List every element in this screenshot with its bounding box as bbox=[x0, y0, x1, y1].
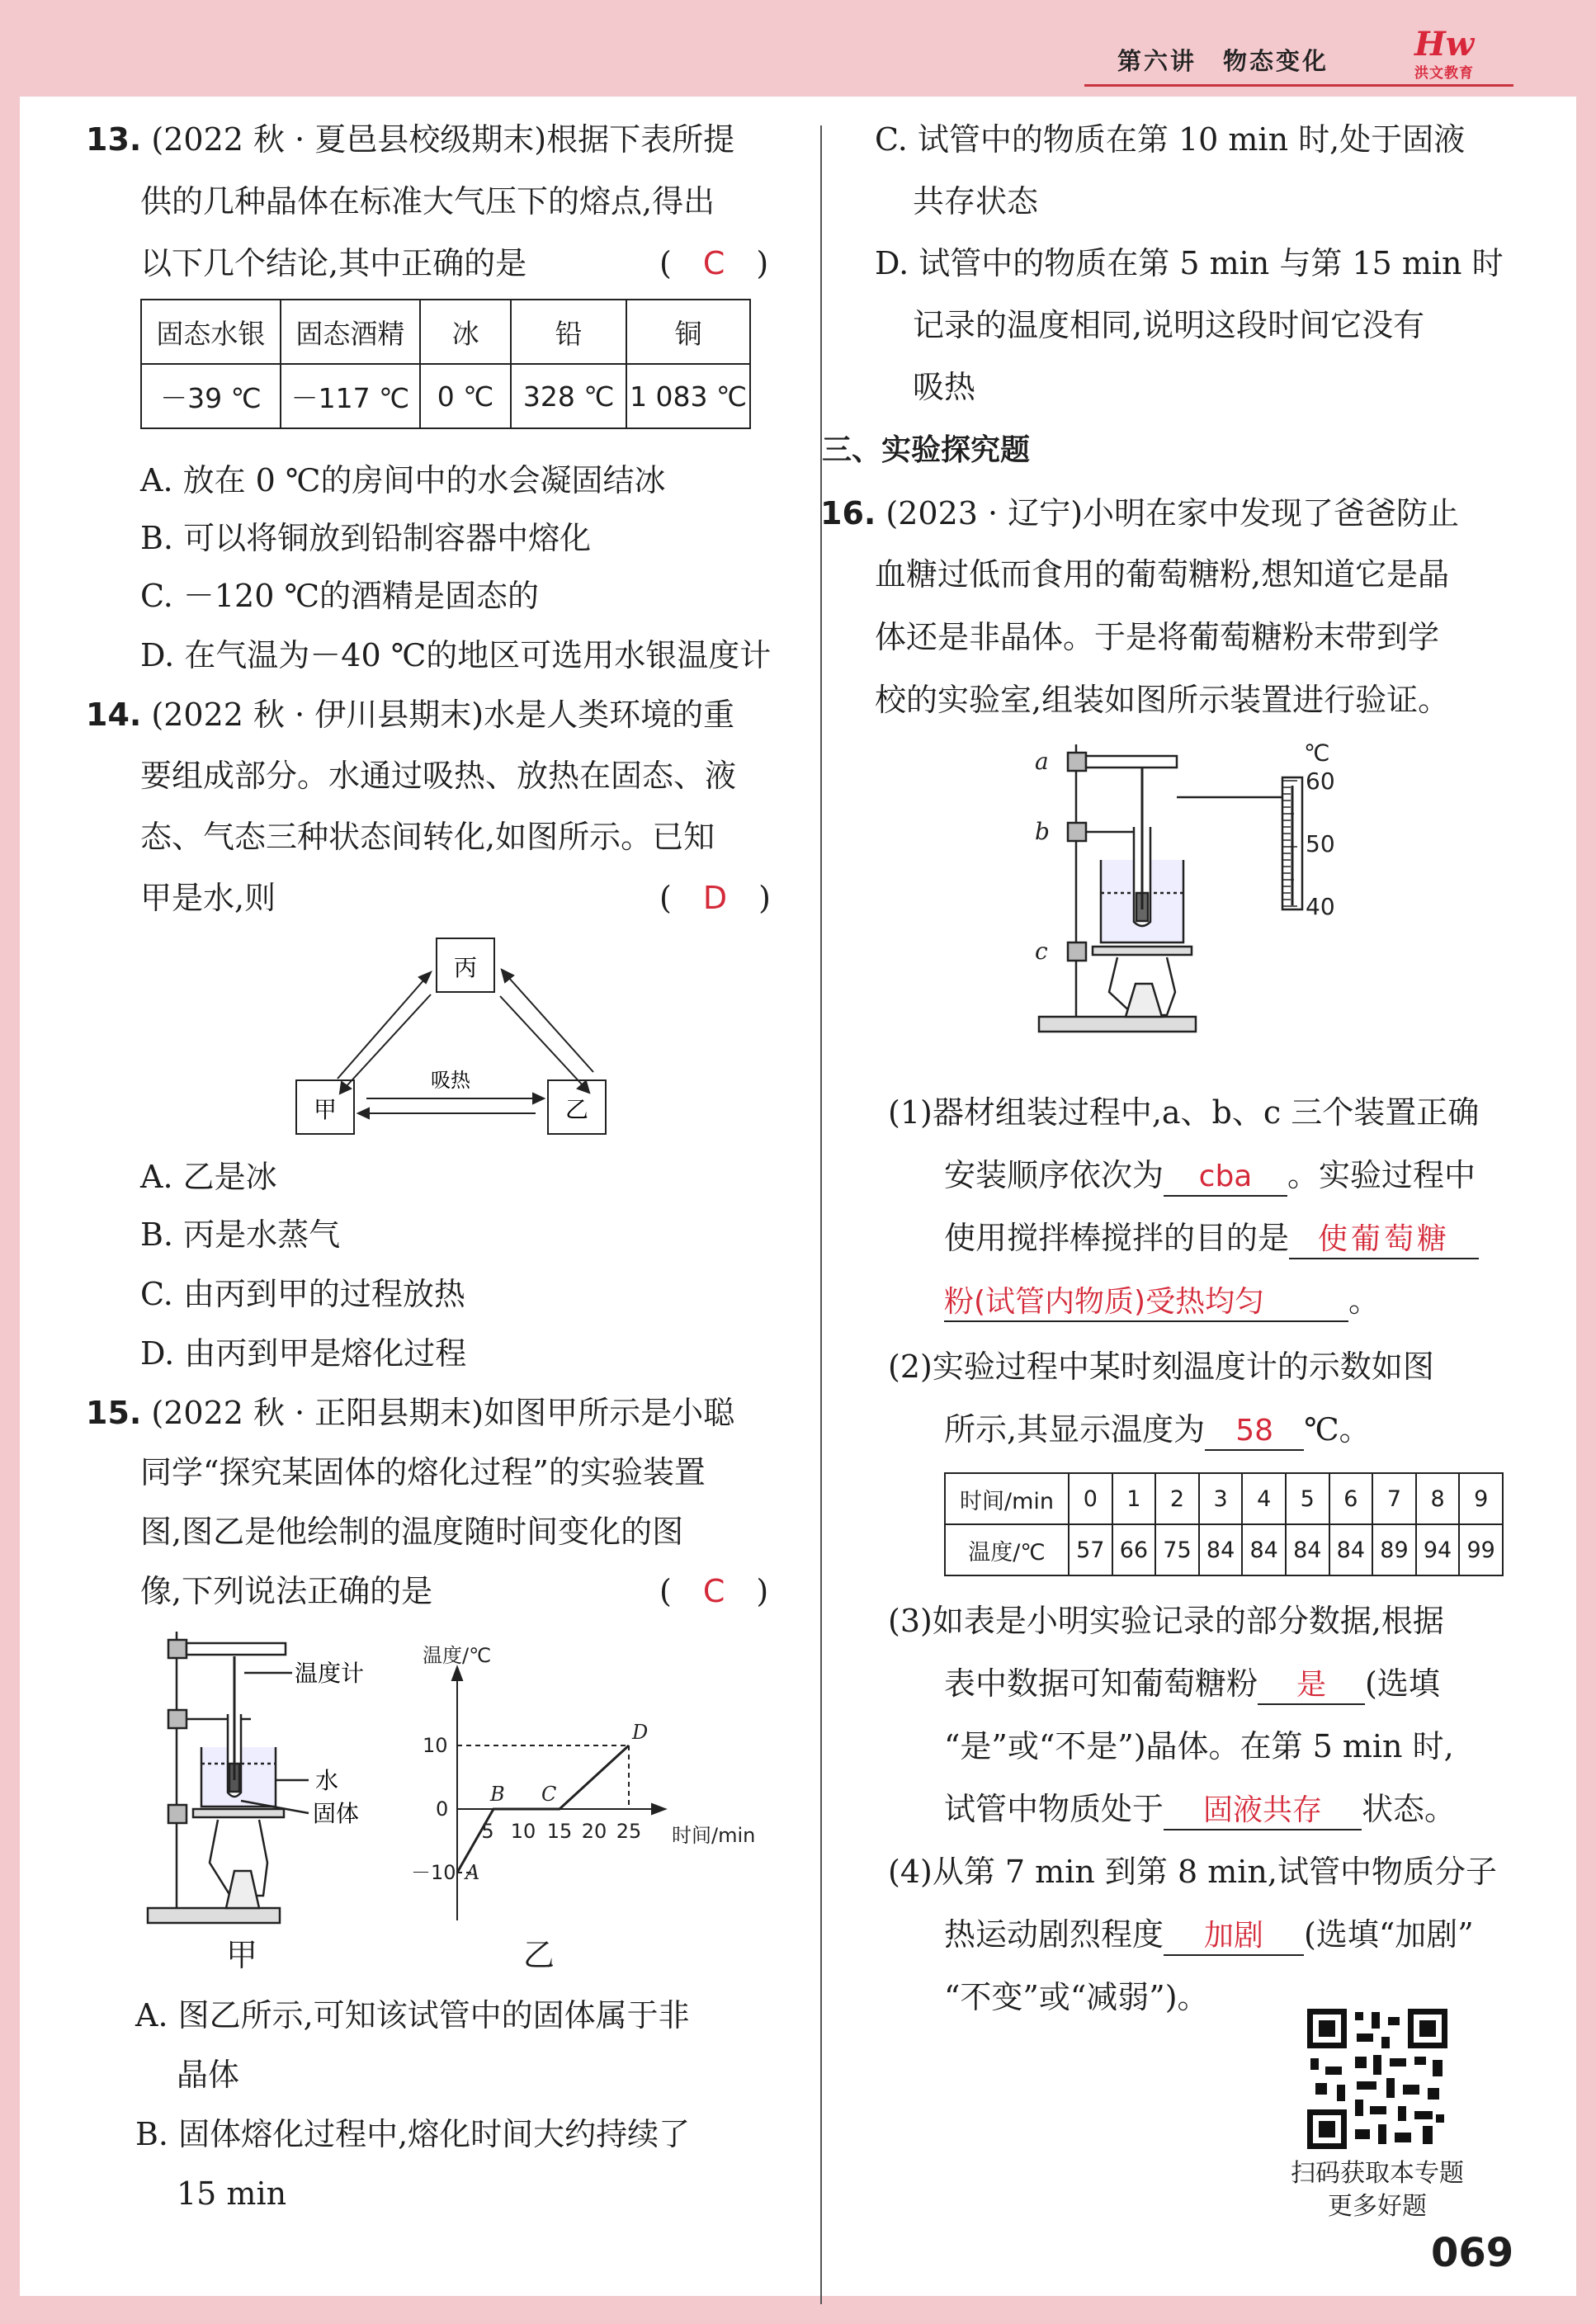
table-cell: 铅 bbox=[511, 300, 626, 364]
scale-label: 60 bbox=[1306, 768, 1335, 795]
qr-code[interactable] bbox=[1307, 2009, 1447, 2149]
question-number: 15. bbox=[86, 1395, 142, 1431]
question-text-line: 要组成部分。水通过吸热、放热在固态、液 bbox=[140, 758, 737, 794]
label-c: c bbox=[1035, 938, 1048, 965]
table-cell: 固态水银 bbox=[141, 300, 281, 364]
table-cell: 0 bbox=[1069, 1473, 1112, 1524]
arrow-head bbox=[533, 1094, 544, 1103]
part-text: 。实验过程中 bbox=[1287, 1157, 1476, 1193]
part-2-line: (2)实验过程中某时刻温度计的示数如图 bbox=[888, 1349, 1434, 1385]
answer-blank-order: cba bbox=[1164, 1159, 1287, 1197]
x-tick-label: 20 bbox=[581, 1820, 607, 1843]
scale-label: 50 bbox=[1306, 830, 1335, 857]
table-cell: 99 bbox=[1459, 1524, 1503, 1575]
question-text-line: 体还是非晶体。于是将葡萄糖粉末带到学 bbox=[875, 619, 1440, 655]
option-a: A. 图乙所示,可知该试管中的固体属于非 bbox=[135, 1997, 690, 2034]
table-cell: 89 bbox=[1372, 1524, 1416, 1575]
table-cell: 84 bbox=[1286, 1524, 1329, 1575]
logo-mark: Hw bbox=[1414, 25, 1475, 64]
answer-choice: C bbox=[702, 245, 725, 281]
melting-point-table bbox=[140, 299, 751, 429]
x-tick-label: 15 bbox=[546, 1820, 573, 1843]
logo-text: 洪文教育 bbox=[1414, 65, 1474, 82]
option-c-cont: 共存状态 bbox=[913, 183, 1039, 220]
part-1-line bbox=[944, 1282, 1380, 1322]
option-a-cont: 晶体 bbox=[177, 2057, 240, 2093]
label-solid: 固体 bbox=[313, 1800, 360, 1827]
part-4-line: (4)从第 7 min 到第 8 min,试管中物质分子 bbox=[888, 1854, 1497, 1890]
part-text: 安装顺序依次为 bbox=[944, 1157, 1164, 1193]
figure-caption-yi: 乙 bbox=[523, 1937, 555, 1973]
part-1-line bbox=[944, 1220, 1479, 1259]
table-cell: 6 bbox=[1329, 1473, 1373, 1524]
arrow-head bbox=[652, 1804, 665, 1814]
option-d-cont: 吸热 bbox=[913, 369, 976, 405]
glucose-apparatus-figure bbox=[1035, 739, 1348, 1042]
table-cell: 8 bbox=[1416, 1473, 1460, 1524]
part-text: 表中数据可知葡萄糖粉 bbox=[944, 1665, 1258, 1702]
table-row bbox=[141, 300, 750, 364]
answer-blank-motion: 加剧 bbox=[1164, 1918, 1304, 1956]
table-cell: 84 bbox=[1199, 1524, 1243, 1575]
part-text: 热运动剧烈程度 bbox=[944, 1916, 1164, 1953]
part-text: 试管中物质处于 bbox=[944, 1791, 1164, 1827]
question-text-line: 同学“探究某固体的熔化过程”的实验装置 bbox=[140, 1454, 706, 1490]
table-cell: 84 bbox=[1242, 1524, 1286, 1575]
question-number: 16. bbox=[820, 495, 876, 531]
table-cell: 铜 bbox=[626, 300, 750, 364]
answer-blank-state: 固液共存 bbox=[1164, 1793, 1362, 1830]
question-number: 14. bbox=[86, 697, 142, 733]
arrow-jia-to-bing bbox=[338, 980, 424, 1079]
table-cell: 0 ℃ bbox=[420, 364, 511, 428]
option-b: B. 可以将铜放到铅制容器中熔化 bbox=[140, 520, 592, 556]
y-tick-label: 0 bbox=[436, 1797, 449, 1821]
arrow-bing-to-yi bbox=[500, 996, 583, 1085]
part-text: 。 bbox=[1348, 1282, 1381, 1319]
scale-unit: ℃ bbox=[1304, 739, 1330, 767]
question-number: 13. bbox=[86, 121, 142, 158]
clamp-arm bbox=[187, 1643, 286, 1655]
answer-blank-crystal: 是 bbox=[1258, 1667, 1365, 1705]
label-thermometer: 温度计 bbox=[295, 1660, 365, 1687]
part-text: ℃。 bbox=[1304, 1411, 1371, 1448]
question-text-line: (2023 · 辽宁)小明在家中发现了爸爸防止 bbox=[885, 495, 1460, 531]
clamp-arm bbox=[1086, 756, 1177, 768]
table-cell: 9 bbox=[1459, 1473, 1503, 1524]
y-tick-label: －10 bbox=[411, 1861, 456, 1884]
question-text-line: (2022 秋 · 夏邑县校级期末)根据下表所提 bbox=[151, 121, 735, 158]
part-3-line: “是”或“不是”)晶体。在第 5 min 时, bbox=[944, 1728, 1454, 1764]
answer-bracket: ( C ) bbox=[659, 245, 769, 281]
clamp bbox=[168, 1710, 187, 1728]
box-label-right: 乙 bbox=[564, 1096, 589, 1123]
part-3-line bbox=[944, 1665, 1440, 1705]
point-label-d: D bbox=[632, 1721, 649, 1744]
table-cell: 84 bbox=[1329, 1524, 1373, 1575]
option-c: C. －120 ℃的酒精是固态的 bbox=[140, 578, 539, 614]
part-1-line bbox=[944, 1157, 1476, 1197]
option-d: D. 试管中的物质在第 5 min 与第 15 min 时 bbox=[875, 245, 1504, 281]
label-water: 水 bbox=[315, 1767, 339, 1794]
table-cell: 4 bbox=[1242, 1473, 1286, 1524]
answer-choice: D bbox=[702, 880, 728, 916]
arrow-label: 吸热 bbox=[431, 1069, 470, 1092]
figure-caption-jia: 甲 bbox=[226, 1937, 258, 1973]
option-d: D. 由丙到甲是熔化过程 bbox=[140, 1335, 467, 1372]
ring-support bbox=[193, 1809, 284, 1817]
clamp-a bbox=[1068, 753, 1086, 771]
part-4-line: “不变”或“减弱”)。 bbox=[944, 1979, 1209, 2015]
part-2-line bbox=[944, 1411, 1371, 1451]
x-axis-label: 时间/min bbox=[672, 1824, 756, 1847]
table-cell: 57 bbox=[1069, 1524, 1112, 1575]
table-cell: 94 bbox=[1416, 1524, 1460, 1575]
y-axis-label: 温度/℃ bbox=[423, 1644, 492, 1667]
clamp-c bbox=[1068, 942, 1086, 961]
temperature-time-graph bbox=[408, 1644, 771, 1925]
qr-caption bbox=[1258, 2157, 1497, 2223]
y-tick-label: 10 bbox=[423, 1734, 448, 1757]
question-text-line: 图,图乙是他绘制的温度随时间变化的图 bbox=[140, 1514, 684, 1550]
table-cell: 75 bbox=[1155, 1524, 1199, 1575]
table-cell: 3 bbox=[1199, 1473, 1243, 1524]
part-text: 所示,其显示温度为 bbox=[944, 1411, 1206, 1448]
question-text-line: 供的几种晶体在标准大气压下的熔点,得出 bbox=[140, 183, 715, 220]
question-text-line: 血糖过低而食用的葡萄糖粉,想知道它是晶 bbox=[875, 556, 1450, 593]
table-cell: －117 ℃ bbox=[281, 364, 420, 428]
section-heading: 三、实验探究题 bbox=[822, 433, 1031, 467]
ring-support bbox=[1093, 947, 1192, 955]
answer-blank-temperature: 58 bbox=[1205, 1413, 1304, 1451]
part-text: (选填“加剧” bbox=[1304, 1916, 1474, 1953]
table-cell: 1 bbox=[1112, 1473, 1156, 1524]
table-row bbox=[945, 1473, 1503, 1524]
box-label-left: 甲 bbox=[313, 1096, 338, 1123]
option-c: C. 试管中的物质在第 10 min 时,处于固液 bbox=[875, 121, 1466, 158]
question-text-line: (2022 秋 · 伊川县期末)水是人类环境的重 bbox=[151, 697, 735, 733]
table-cell: 时间/min bbox=[945, 1473, 1069, 1524]
question-text-line: 甲是水,则 bbox=[140, 880, 276, 916]
option-a: A. 放在 0 ℃的房间中的水会凝固结冰 bbox=[140, 462, 666, 498]
arrow-head bbox=[419, 972, 431, 983]
clamp bbox=[168, 1805, 187, 1823]
option-a: A. 乙是冰 bbox=[140, 1159, 277, 1195]
table-cell: 冰 bbox=[420, 300, 511, 364]
chapter-title: 第六讲 物态变化 bbox=[1117, 47, 1329, 75]
page bbox=[20, 18, 1576, 2296]
table-cell: 328 ℃ bbox=[511, 364, 626, 428]
label-a: a bbox=[1035, 748, 1049, 775]
label-b: b bbox=[1035, 818, 1050, 845]
table-cell: 5 bbox=[1286, 1473, 1329, 1524]
page-number: 069 bbox=[1431, 2230, 1514, 2276]
table-cell: 1 083 ℃ bbox=[626, 364, 750, 428]
table-cell: 7 bbox=[1372, 1473, 1416, 1524]
option-b: B. 固体熔化过程中,熔化时间大约持续了 bbox=[135, 2116, 691, 2152]
table-row bbox=[141, 364, 750, 428]
part-3-line: (3)如表是小明实验记录的部分数据,根据 bbox=[888, 1603, 1444, 1639]
scale-label: 40 bbox=[1306, 893, 1335, 920]
alcohol-lamp bbox=[1126, 984, 1162, 1017]
question-text-line: 态、气态三种状态间转化,如图所示。已知 bbox=[140, 819, 715, 855]
arrow-bing-to-jia bbox=[346, 994, 431, 1087]
x-tick-label: 25 bbox=[616, 1820, 642, 1843]
part-text: (选填 bbox=[1365, 1665, 1440, 1702]
table-cell: 2 bbox=[1155, 1473, 1199, 1524]
stand-base bbox=[1039, 1017, 1196, 1032]
clamp-b bbox=[1068, 823, 1086, 841]
x-tick-label: 5 bbox=[481, 1820, 494, 1843]
question-text-line: 校的实验室,组装如图所示装置进行验证。 bbox=[875, 682, 1450, 718]
point-label-b: B bbox=[490, 1783, 505, 1806]
table-cell: －39 ℃ bbox=[141, 364, 281, 428]
point-label-c: C bbox=[541, 1783, 557, 1806]
answer-bracket: ( D ) bbox=[659, 880, 771, 916]
answer-choice: C bbox=[702, 1573, 725, 1609]
qr-caption-line: 更多好题 bbox=[1328, 2192, 1427, 2221]
qr-caption-line: 扫码获取本专题 bbox=[1291, 2159, 1464, 2188]
clamp bbox=[168, 1640, 187, 1658]
part-text: 状态。 bbox=[1362, 1791, 1457, 1827]
answer-blank-purpose-cont: 粉(试管内物质)受热均匀 bbox=[944, 1284, 1348, 1322]
table-row bbox=[945, 1524, 1503, 1575]
stand-base bbox=[148, 1908, 280, 1923]
x-tick-label: 10 bbox=[510, 1820, 536, 1843]
table-cell: 66 bbox=[1112, 1524, 1156, 1575]
arrow-yi-to-bing bbox=[508, 977, 593, 1072]
state-change-diagram bbox=[292, 930, 655, 1145]
answer-blank-purpose: 使葡萄糖 bbox=[1289, 1221, 1479, 1259]
question-text-line: 像,下列说法正确的是 bbox=[140, 1573, 433, 1609]
publisher-logo bbox=[1414, 25, 1513, 86]
table-cell: 固态酒精 bbox=[281, 300, 420, 364]
option-c: C. 由丙到甲的过程放热 bbox=[140, 1276, 465, 1312]
part-3-line bbox=[944, 1791, 1456, 1830]
question-text-line: 以下几个结论,其中正确的是 bbox=[140, 245, 527, 281]
question-text-line: (2022 秋 · 正阳县期末)如图甲所示是小聪 bbox=[151, 1395, 735, 1431]
box-label-top: 丙 bbox=[453, 954, 478, 981]
option-b-cont: 15 min bbox=[177, 2175, 287, 2212]
melting-apparatus-figure bbox=[144, 1623, 391, 1953]
arrow-head bbox=[452, 1667, 462, 1680]
table-cell: 温度/℃ bbox=[945, 1524, 1069, 1575]
time-temperature-table bbox=[944, 1472, 1504, 1576]
arrow-head bbox=[358, 1108, 369, 1118]
part-1-line: (1)器材组装过程中,a、b、c 三个装置正确 bbox=[888, 1094, 1480, 1131]
part-4-line bbox=[944, 1916, 1474, 1956]
point-label-a: A bbox=[465, 1861, 480, 1884]
part-text: 使用搅拌棒搅拌的目的是 bbox=[944, 1220, 1290, 1256]
option-d: D. 在气温为－40 ℃的地区可选用水银温度计 bbox=[140, 637, 772, 673]
alcohol-lamp bbox=[226, 1871, 259, 1908]
answer-bracket: ( C ) bbox=[659, 1573, 769, 1609]
option-d-cont: 记录的温度相同,说明这段时间它没有 bbox=[913, 307, 1425, 343]
option-b: B. 丙是水蒸气 bbox=[140, 1216, 341, 1253]
